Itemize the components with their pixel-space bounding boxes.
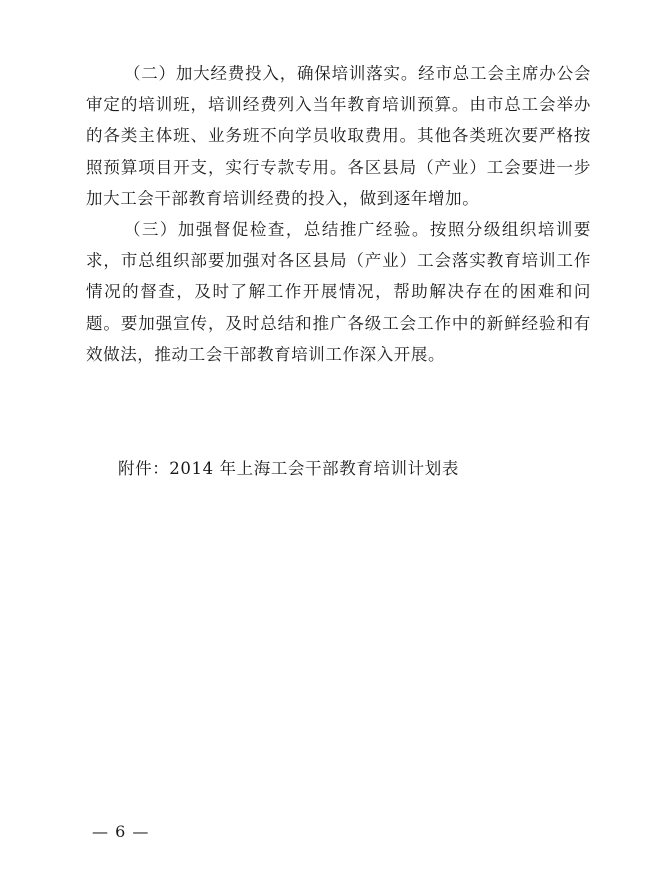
paragraph-supervision: （三）加强督促检查，总结推广经验。按照分级组织培训要求，市总组织部要加强对各区县局（产业）工会落实教育培训工作情况的督查，及时了解工作开展情况，帮助解决存在的困难和问题。要加强宣传，及时总结和推广各级工会工作中的新鲜经验和有效做法，推动工会干部教育培训工作深入开展。 [86, 220, 591, 364]
page-number: — 6 — [92, 822, 150, 841]
paragraph-funding: （二）加大经费投入，确保培训落实。经市总工会主席办公会审定的培训班，培训经费列入当年教育培训预算。由市总工会举办的各类主体班、业务班不向学员收取费用。其他各类班次要严格按照预算项目开支，实行专款专用。各区县局（产业）工会要进一步加大工会干部教育培训经费的投入，做到逐年增加。 [86, 64, 591, 208]
attachment-note: 附件：2014 年上海工会干部教育培训计划表 [118, 459, 459, 478]
body-text [86, 58, 591, 370]
